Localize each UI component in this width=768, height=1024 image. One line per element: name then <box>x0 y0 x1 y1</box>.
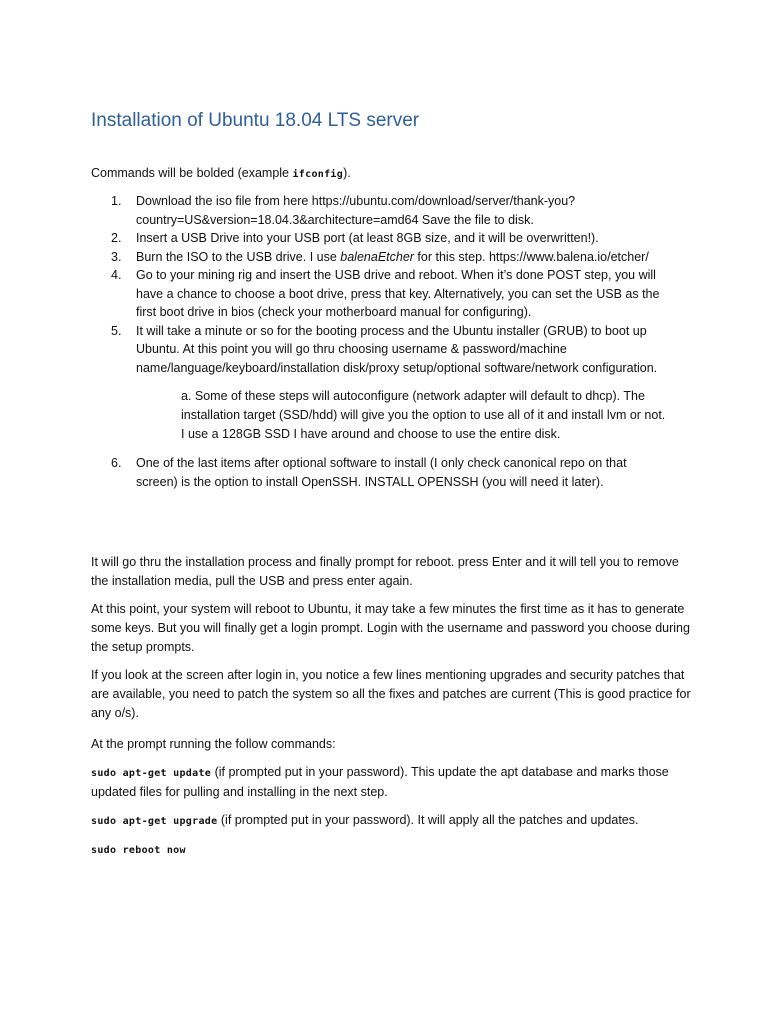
list-item <box>91 454 671 491</box>
command-text: sudo apt-get upgrade <box>91 816 218 827</box>
command-reboot <box>91 840 691 860</box>
command-description: (if prompted put in your password). It will apply all the patches and updates. <box>217 813 639 827</box>
step-number: 2. <box>111 231 122 245</box>
step-text: Go to your mining rig and insert the USB drive and reboot. When it’s done POST step, you will have a chance to choose a boot drive, press that key. Alternatively, you can set the USB as the first boot drive in bios (check your motherboard manual for configuring). <box>136 268 660 319</box>
step-text: It will take a minute or so for the booting process and the Ubuntu installer (GRUB) to boot up Ubuntu. At this point you will go thru choosing username & password/machine name/language/keyboard/installation disk/proxy setup/optional software/network configuration. <box>136 323 658 375</box>
intro-end: ). <box>343 166 351 180</box>
step-text: One of the last items after optional software to install (I only check canonical repo on that screen) is the option to install OpenSSH. INSTALL OPENSSH (you will need it later). <box>136 456 627 489</box>
command-upgrade <box>91 811 691 831</box>
step-text: Burn the ISO to the USB drive. I use <box>136 249 341 264</box>
example-command: ifconfig <box>292 169 344 180</box>
step-number: 5. <box>111 323 122 338</box>
document-title: Installation of Ubuntu 18.04 LTS server <box>91 110 420 131</box>
intro-text: Commands will be bolded (example <box>91 166 293 180</box>
paragraph-login: At this point, your system will reboot to Ubuntu, it may take a few minutes the first time as it has to generate some keys. But you will finally get a login prompt. Login with the username and password you choose during the setup prompts. <box>91 602 690 654</box>
software-name: balenaEtcher <box>340 249 414 264</box>
command-text: sudo reboot now <box>91 845 186 856</box>
list-item <box>91 266 671 322</box>
sub-step: a. Some of these steps will autoconfigure (network adapter will default to dhcp). The installation target (SSD/hdd) will give you the option to use all of it and install lvm or not. I use a 128GB SSD I have around and choose to use the entire disk. <box>181 389 666 441</box>
step-text: Download the iso file from here https://ubuntu.com/download/server/thank-you?country=US&version=18.04.3&architecture=amd64 Save the file to disk. <box>136 194 576 227</box>
paragraph-patches: If you look at the screen after login in, you notice a few lines mentioning upgrades and security patches that are available, you need to patch the system so all the fixes and patches are current (This is good practice for any o/s). <box>91 668 691 720</box>
step-text-end: for this step. https://www.balena.io/etcher/ <box>413 249 649 264</box>
step-number: 6. <box>111 456 122 470</box>
installation-steps-list <box>91 192 671 491</box>
list-item <box>91 229 671 248</box>
command-update <box>91 763 691 802</box>
command-description: (if prompted put in your password). This update the apt database and marks those updated files for pulling and installing in the next step. <box>91 765 669 799</box>
step-number: 4. <box>111 268 122 282</box>
command-text: sudo apt-get update <box>91 768 212 779</box>
step-number: 1. <box>111 194 122 208</box>
list-item <box>91 192 671 229</box>
paragraph-commands-intro: At the prompt running the follow commands: <box>91 737 336 751</box>
paragraph-reboot-prompt: It will go thru the installation process and finally prompt for reboot. press Enter and it will tell you to remove the installation media, pull the USB and press enter again. <box>91 555 679 588</box>
step-text: Insert a USB Drive into your USB port (at least 8GB size, and it will be overwritten!). <box>136 231 599 245</box>
list-item <box>91 322 671 445</box>
intro-paragraph <box>91 164 691 184</box>
list-item <box>91 248 671 267</box>
step-number: 3. <box>111 249 122 264</box>
